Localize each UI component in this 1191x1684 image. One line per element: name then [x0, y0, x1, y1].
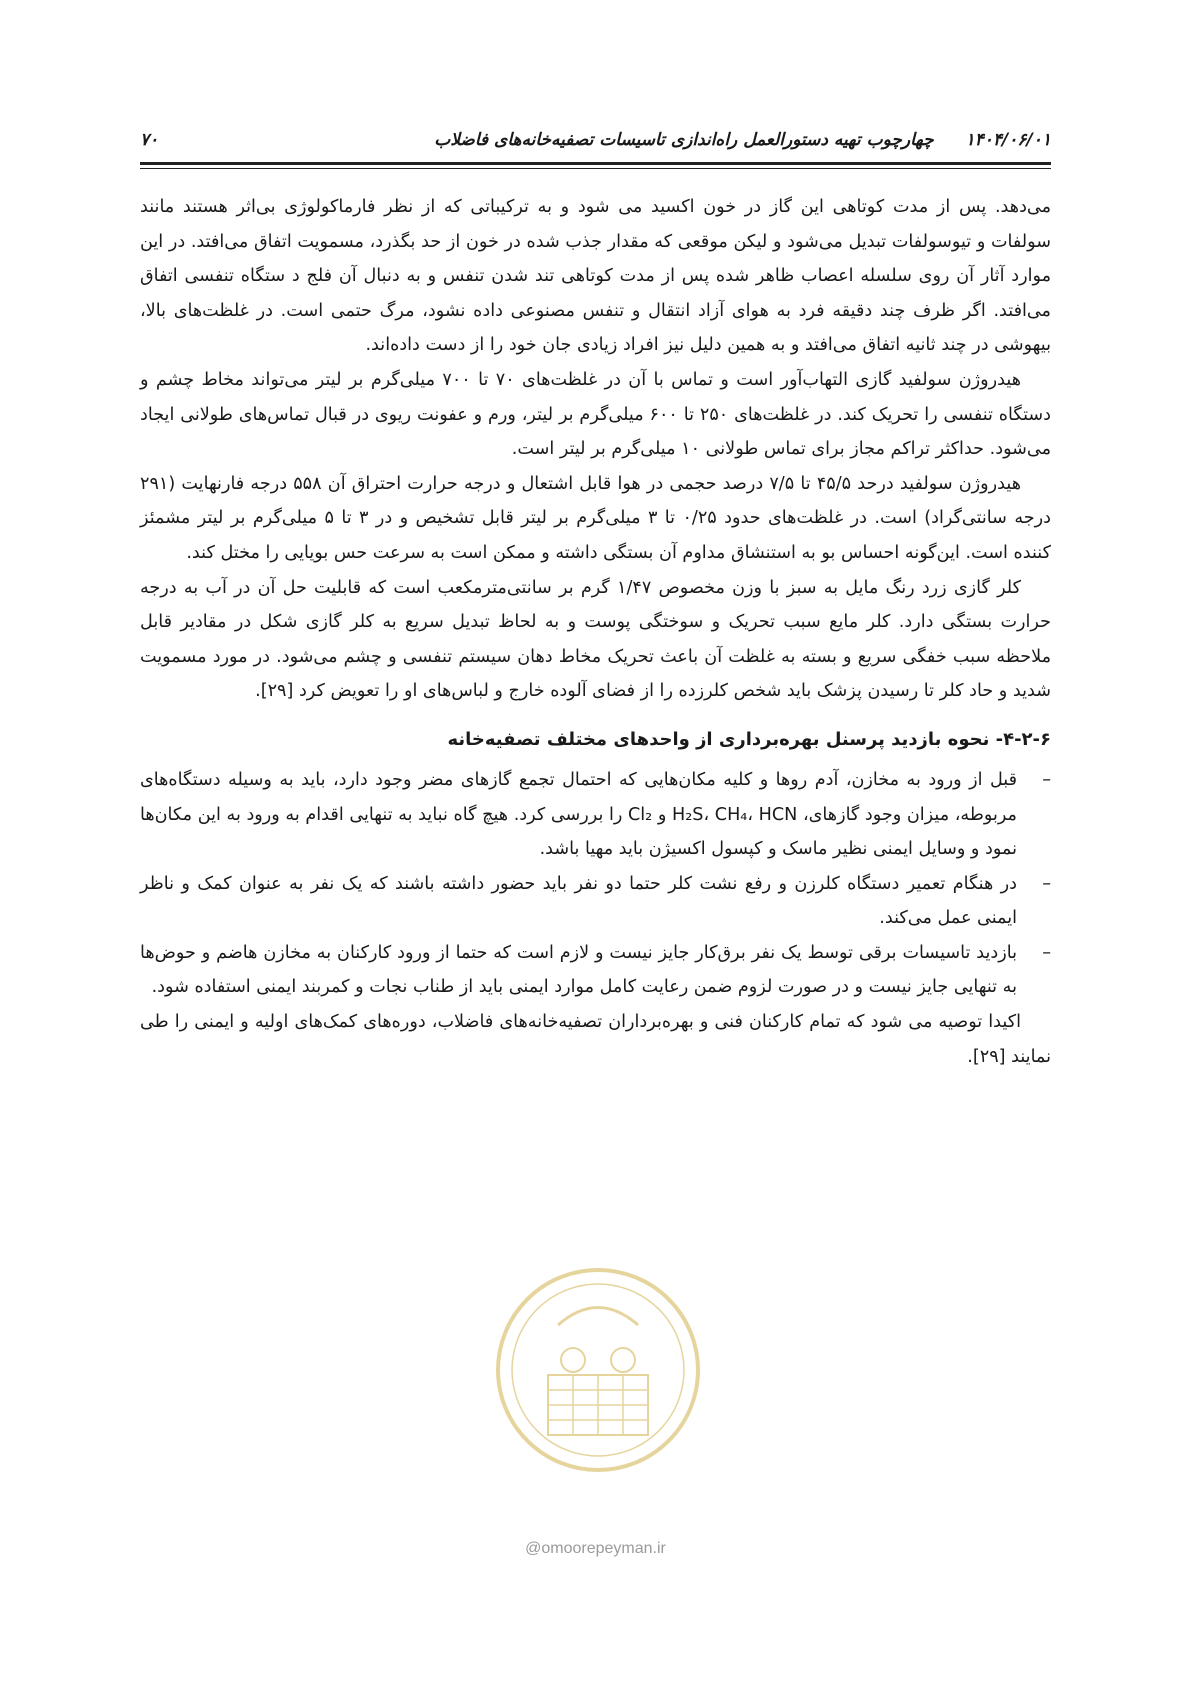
paragraph: می‌دهد. پس از مدت کوتاهی این گاز در خون اکسید می شود و به ترکیباتی که از نظر فارماکولوژی بی‌اثر هستند مانند سولفات و تیوسولفات تبدیل می‌شود و لیکن موقعی که مقدار جذب شده در خون از حد بگذرد، مسمویت اتفاق می‌افتد. در این موارد آثار آن روی سلسله اعصاب ظاهر شده پس از مدت کوتاهی تند شدن تنفس و به دنبال آن فلج د ستگاه تنفسی اتفاق می‌افتد. اگر ظرف چند دقیقه فرد به هوای آزاد انتقال و تنفس مصنوعی داده نشود، مرگ حتمی است. در غلظت‌های بالا، بیهوشی در چند ثانیه اتفاق می‌افتد و به همین دلیل نیز افراد زیادی جان خود را از دست داده‌اند. [140, 197, 1051, 356]
dash-bullet: – [1042, 942, 1051, 963]
list-item-text: قبل از ورود به مخازن، آدم روها و کلیه مکان‌هایی که احتمال تجمع گازهای مضر وجود دارد، باید به وسیله دستگاه‌های مربوطه، میزان وجود گازهای، H₂S، CH₄، HCN و Cl₂ را بررسی کرد. هیچ گاه نباید به تنهایی اقدام به ورود به این مکان‌ها نمود و وسایل ایمنی نظیر ماسک و کپسول اکسیژن باید مهیا باشد. [140, 769, 1017, 860]
watermark-logo-icon [488, 1255, 708, 1485]
paragraph: کلر گازی زرد رنگ مایل به سبز با وزن مخصوص ۱/۴۷ گرم بر سانتی‌مترمکعب است که قابلیت حل آن در آب به درجه حرارت بستگی دارد. کلر مایع سبب تحریک و سوختگی پوست و به لحاظ تبدیل سریع به کلر گازی شکل در مقادیر قابل ملاحظه سبب خفگی سریع و بسته به غلظت آن باعث تحریک مخاط دهان سیستم تنفسی و چشم می‌شود. در مورد مسمویت شدید و حاد کلر تا رسیدن پزشک باید شخص کلرزده را از فضای آلوده خارج و لباس‌های او را تعویض کرد [۲۹]. [140, 577, 1051, 702]
dash-bullet: – [1042, 769, 1051, 790]
page-number: ۷۰ [140, 130, 159, 150]
list-item-text: در هنگام تعمیر دستگاه کلرزن و رفع نشت کلر حتما دو نفر باید حضور داشته باشند که یک نفر به عنوان کمک و ناظر ایمنی عمل می‌کند. [140, 873, 1017, 929]
paragraph: هیدروژن سولفید گازی التهاب‌آور است و تماس با آن در غلظت‌های ۷۰ تا ۷۰۰ میلی‌گرم بر لیتر می‌تواند مخاط چشم و دستگاه تنفسی را تحریک کند. در غلظت‌های ۲۵۰ تا ۶۰۰ میلی‌گرم بر لیتر، ورم و عفونت ریوی در قبال تماس‌های طولانی ایجاد می‌شود. حداکثر تراکم مجاز برای تماس طولانی ۱۰ میلی‌گرم بر لیتر است. [140, 369, 1051, 460]
list-item-text: بازدید تاسیسات برقی توسط یک نفر برق‌کار جایز نیست و لازم است که حتما از ورود کارکنان به مخازن هاضم و حوض‌ها به تنهایی جایز نیست و در صورت لزوم ضمن رعایت کامل موارد ایمنی باید از طناب نجات و کمربند ایمنی استفاده شود. [140, 942, 1017, 998]
main-text [140, 190, 1051, 1074]
list-item [140, 867, 1051, 936]
watermark-url: @omoorepeyman.ir [525, 1540, 666, 1557]
page-header [140, 128, 1051, 162]
bullet-list [140, 763, 1051, 1005]
running-header [434, 130, 1051, 150]
header-title: چهارچوب تهیه دستورالعمل راه‌اندازی تاسیسات تصفیه‌خانه‌های فاضلاب [434, 130, 934, 150]
dash-bullet: – [1042, 873, 1051, 894]
list-item [140, 763, 1051, 867]
list-item [140, 936, 1051, 1005]
header-date: ۱۴۰۴/۰۶/۰۱ [965, 130, 1051, 150]
section-heading: ۴-۲-۶- نحوه بازدید پرسنل بهره‌برداری از واحدهای مختلف تصفیه‌خانه [447, 728, 1051, 750]
closing-paragraph: اکیدا توصیه می شود که تمام کارکنان فنی و بهره‌برداران تصفیه‌خانه‌های فاضلاب، دوره‌های کمک‌های اولیه و ایمنی را طی نمایند [۲۹]. [140, 1012, 1051, 1067]
header-rule [140, 162, 1051, 169]
paragraph: هیدروژن سولفید درحد ۴۵/۵ تا ۷/۵ درصد حجمی در هوا قابل اشتعال و درجه حرارت احتراق آن ۵۵۸ درجه فارنهایت (۲۹۱ درجه سانتی‌گراد) است. در غلظت‌های حدود ۰/۲۵ تا ۳ میلی‌گرم بر لیتر قابل تشخیص و در ۳ تا ۵ میلی‌گرم بر لیتر مشمئز کننده است. این‌گونه احساس بو به استنشاق مداوم آن بستگی داشته و ممکن است به سرعت حس بویایی را مختل کند. [140, 473, 1051, 563]
